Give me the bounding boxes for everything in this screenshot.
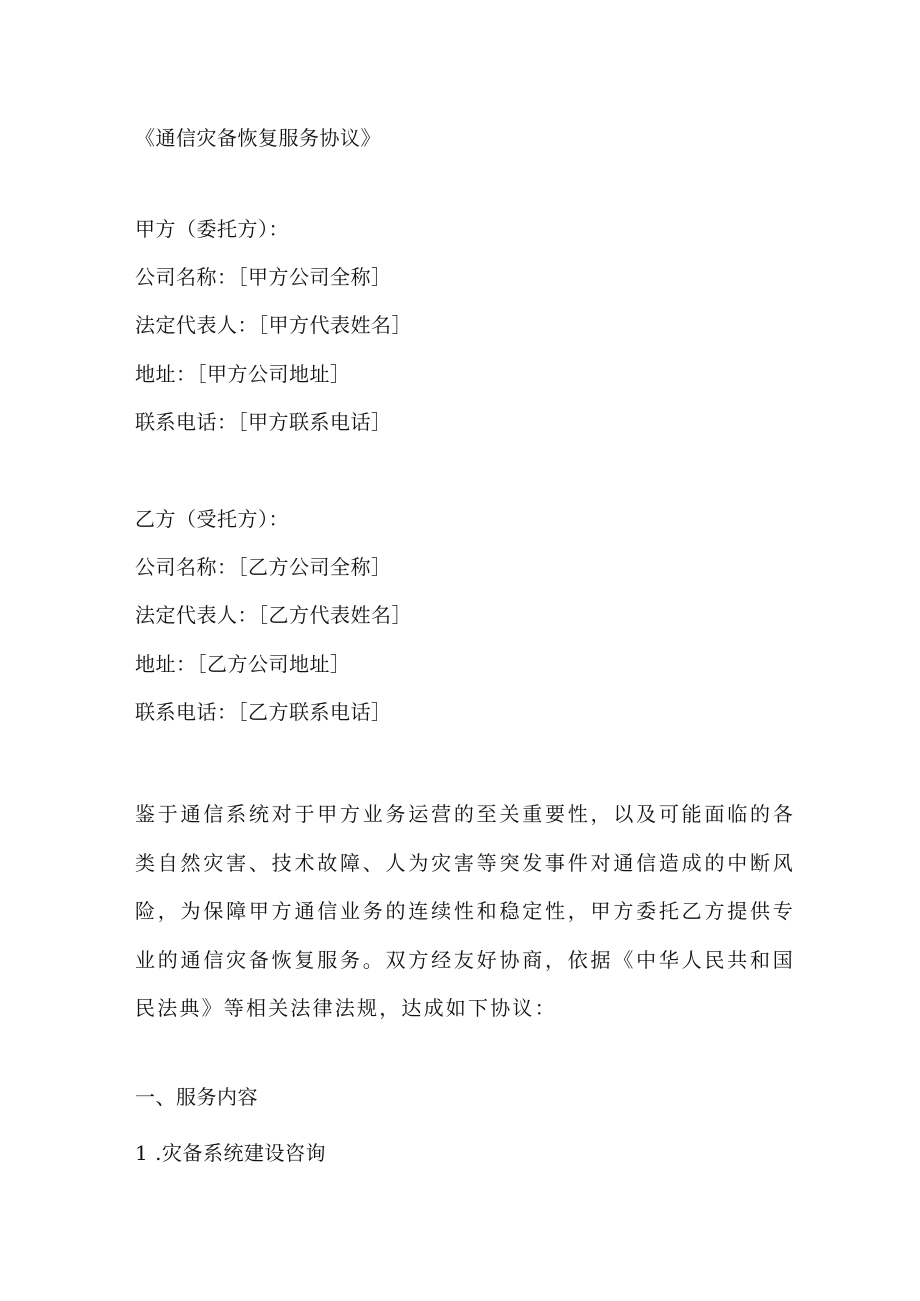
section-item: 1 .灾备系统建设咨询 <box>135 1141 326 1165</box>
party-a-company: 公司名称：［甲方公司全称］ <box>135 265 392 289</box>
document-title: 《通信灾备恢复服务协议》 <box>135 126 381 150</box>
party-b-representative: 法定代表人：［乙方代表姓名］ <box>135 603 412 627</box>
party-b-heading: 乙方（受托方）： <box>135 507 289 531</box>
party-a-phone: 联系电话：［甲方联系电话］ <box>135 410 392 434</box>
party-b-company: 公司名称：［乙方公司全称］ <box>135 555 392 579</box>
party-a-heading: 甲方（委托方）： <box>135 217 289 241</box>
party-b-address: 地址：［乙方公司地址］ <box>135 652 351 676</box>
section-heading: 一、服务内容 <box>135 1085 258 1109</box>
party-a-representative: 法定代表人：［甲方代表姓名］ <box>135 313 412 337</box>
preamble-paragraph: 鉴于通信系统对于甲方业务运营的至关重要性，以及可能面临的各类自然灾害、技术故障、人为灾害等突发事件对通信造成的中断风险，为保障甲方通信业务的连续性和稳定性，甲方委托乙方提供专业的通信灾备恢复服务。双方经友好协商，依据《中华人民共和国民法典》等相关法律法规，达成如下协议： <box>135 802 795 1020</box>
party-a-address: 地址：［甲方公司地址］ <box>135 362 351 386</box>
party-b-phone: 联系电话：［乙方联系电话］ <box>135 700 392 724</box>
